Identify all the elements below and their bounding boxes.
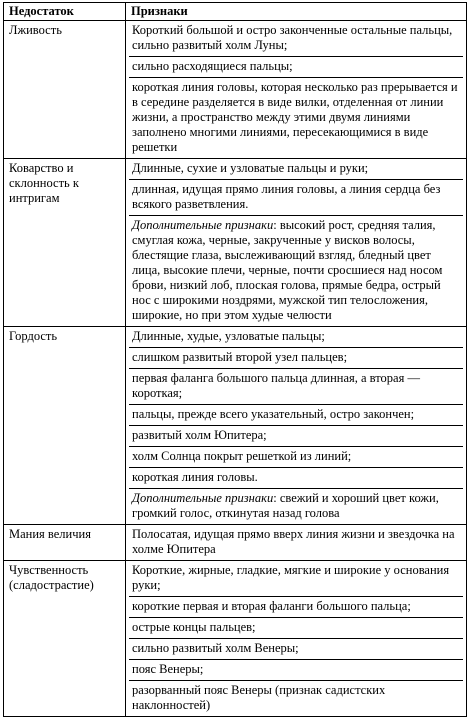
sign-item bbox=[129, 215, 463, 326]
table-header-row bbox=[4, 3, 467, 21]
signs-cell bbox=[126, 525, 467, 561]
sign-text: короткая линия головы, которая несколько раз прерывается и в середине разделяется в виде вилки, отделенная от линии жизни, а пространство между этими двумя линиями заполнено многими линиями, пересекающимися в виде решетки bbox=[132, 80, 458, 154]
signs-cell bbox=[126, 561, 467, 717]
flaw-cell: Гордость bbox=[4, 327, 126, 525]
sign-text: Полосатая, идущая прямо вверх линия жизни и звездочка на холме Юпитера bbox=[132, 527, 455, 556]
sign-text: разорванный пояс Венеры (признак садистских наклонностей) bbox=[132, 683, 386, 712]
signs-cell bbox=[126, 327, 467, 525]
sign-item bbox=[129, 425, 463, 446]
sign-item bbox=[129, 77, 463, 158]
sign-text: острые концы пальцев; bbox=[132, 620, 256, 634]
sign-item bbox=[129, 404, 463, 425]
header-flaw: Недостаток bbox=[4, 3, 126, 21]
sign-item bbox=[129, 368, 463, 404]
sign-text: сильно расходящиеся пальцы; bbox=[132, 59, 293, 73]
sign-text: пояс Венеры; bbox=[132, 662, 204, 676]
sign-item bbox=[129, 347, 463, 368]
table-body bbox=[4, 21, 467, 717]
sign-prefix: Дополнительные признаки bbox=[132, 491, 274, 505]
sign-text: слишком развитый второй узел пальцев; bbox=[132, 350, 348, 364]
flaw-cell: Чувственность (сладострастие) bbox=[4, 561, 126, 717]
sign-text: короткие первая и вторая фаланги большого пальца; bbox=[132, 599, 411, 613]
sign-text: пальцы, прежде всего указательный, остро закончен; bbox=[132, 407, 415, 421]
flaw-cell: Коварство и склонность к интригам bbox=[4, 159, 126, 327]
sign-item bbox=[129, 525, 463, 560]
sign-item bbox=[129, 659, 463, 680]
table-row bbox=[4, 21, 467, 159]
sign-item bbox=[129, 179, 463, 215]
table-row bbox=[4, 561, 467, 717]
sign-item bbox=[129, 680, 463, 716]
sign-item bbox=[129, 327, 463, 347]
signs-cell bbox=[126, 21, 467, 159]
signs-cell bbox=[126, 159, 467, 327]
sign-text: Короткий большой и остро законченные остальные пальцы, сильно развитый холм Луны; bbox=[132, 23, 453, 52]
sign-item bbox=[129, 561, 463, 596]
sign-item bbox=[129, 21, 463, 56]
sign-text: первая фаланга большого пальца длинная, а вторая — короткая; bbox=[132, 371, 420, 400]
sign-item bbox=[129, 596, 463, 617]
sign-item bbox=[129, 446, 463, 467]
sign-item bbox=[129, 617, 463, 638]
table-row bbox=[4, 525, 467, 561]
sign-item bbox=[129, 488, 463, 524]
sign-text: длинная, идущая прямо линия головы, а линия сердца без всякого разветвления. bbox=[132, 182, 441, 211]
sign-text: Короткие, жирные, гладкие, мягкие и широкие у основания руки; bbox=[132, 563, 450, 592]
header-signs: Признаки bbox=[126, 3, 467, 21]
sign-item bbox=[129, 159, 463, 179]
table-row bbox=[4, 159, 467, 327]
sign-text: короткая линия головы. bbox=[132, 470, 258, 484]
flaw-cell: Лживость bbox=[4, 21, 126, 159]
sign-text: Длинные, худые, узловатые пальцы; bbox=[132, 329, 325, 343]
sign-item bbox=[129, 638, 463, 659]
sign-text: Длинные, сухие и узловатые пальцы и руки; bbox=[132, 161, 369, 175]
sign-item bbox=[129, 467, 463, 488]
sign-text: сильно развитый холм Венеры; bbox=[132, 641, 299, 655]
sign-text: развитый холм Юпитера; bbox=[132, 428, 267, 442]
sign-text: : высокий рост, средняя талия, смуглая кожа, черные, закрученные у висков волосы, блестящие глаза, выслеживающий взгляд, бледный цвет лица, высокие плечи, черные, почти сросшиеся над носом брови, низкий лоб, плоская голова, прямые бедра, острый нос с широкими ноздрями, мужской тип телосложения, широкие, но при этом худые челюсти bbox=[132, 218, 443, 322]
sign-item bbox=[129, 56, 463, 77]
vices-signs-table bbox=[3, 2, 467, 717]
sign-text: : свежий и хороший цвет кожи, громкий голос, откинутая назад голова bbox=[132, 491, 439, 520]
sign-prefix: Дополнительные признаки bbox=[132, 218, 274, 232]
sign-text: холм Солнца покрыт решеткой из линий; bbox=[132, 449, 352, 463]
flaw-cell: Мания величия bbox=[4, 525, 126, 561]
table-row bbox=[4, 327, 467, 525]
